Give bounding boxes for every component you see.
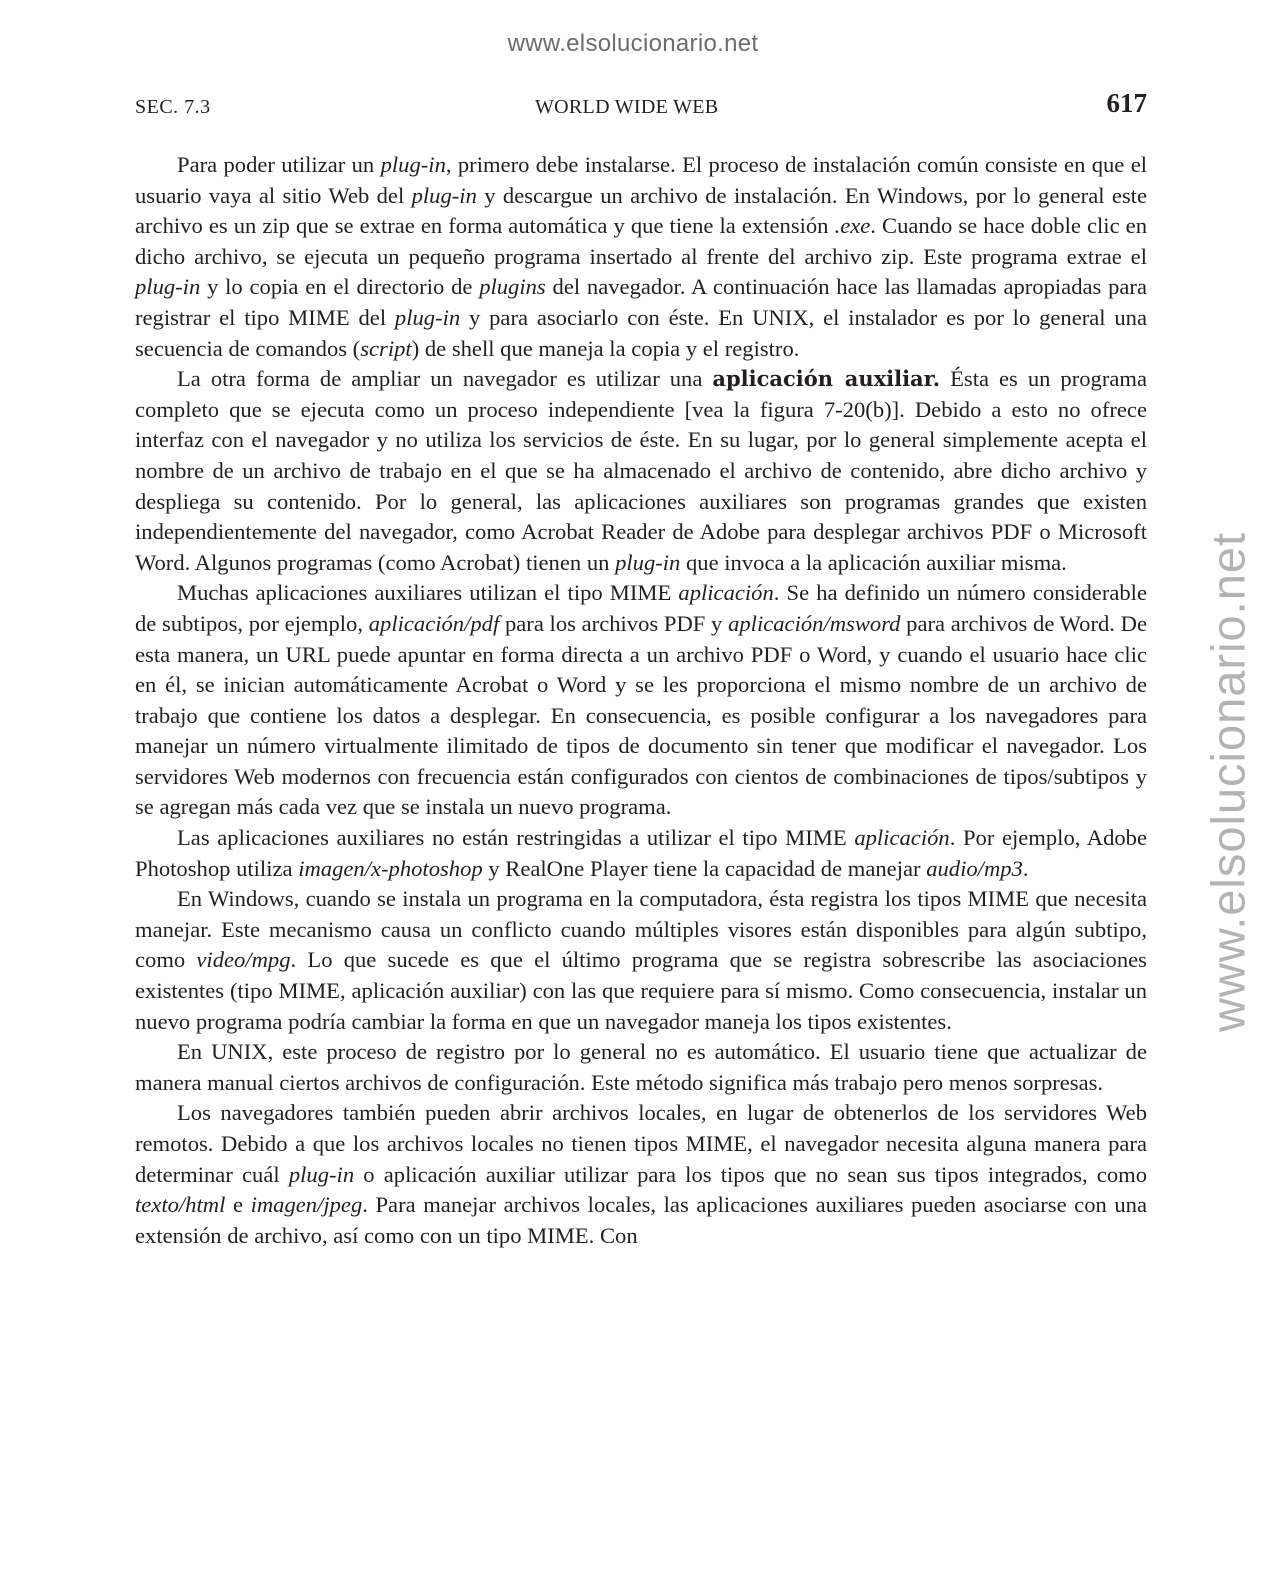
text-run: . Se ha definido un número considerable de subtipos, por ejemplo, [135, 580, 1147, 636]
text-run: o aplicación auxiliar utilizar para los tipos que no sean sus tipos integrados, como [354, 1161, 1147, 1187]
paragraph [135, 884, 1147, 1037]
watermark-side-text: www.elsolucionario.net [1201, 531, 1255, 1033]
italic-term: imagen/jpeg [250, 1192, 363, 1218]
text-run: . Para manejar archivos locales, las aplicaciones auxiliares pueden asociarse con una extensión de archivo, así como con un tipo MIME. Con [135, 1192, 1148, 1248]
paragraph [135, 364, 1147, 578]
paragraph [135, 1037, 1147, 1098]
chapter-title: WORLD WIDE WEB [535, 96, 719, 118]
text-run: Los navegadores también pueden abrir archivos locales, en lugar de obtenerlos de los servidores Web remotos. Debido a que los archivos locales no tienen tipos MIME, el navegador necesita alguna manera para determinar cuál [135, 1100, 1147, 1187]
italic-term: plug-in [394, 304, 461, 330]
watermark-top: www.elsolucionario.net [507, 30, 759, 57]
italic-term: video/mpg [196, 947, 291, 973]
italic-term: audio/mp3 [926, 855, 1023, 881]
running-head [135, 88, 1147, 122]
italic-term: script [360, 335, 412, 361]
paragraph [135, 578, 1147, 823]
italic-term: imagen/x-photoshop [298, 855, 483, 881]
italic-term: aplicación [678, 580, 774, 606]
text-run: para archivos de Word. De esta manera, un URL puede apuntar en forma directa a un archivo PDF o Word, y cuando el usuario hace clic en él, se inician automáticamente Acrobat o Word y se les proporciona el mismo nombre de un archivo de trabajo que contiene los datos a desplegar. En consecuencia, es posible configurar a los navegadores para manejar un número virtualmente ilimitado de tipos de documento sin tener que modificar el navegador. Los servidores Web modernos con frecuencia están configurados con cientos de combinaciones de tipos/subtipos y se agregan más cada vez que se instala un nuevo programa. [135, 610, 1148, 820]
paragraph [135, 1098, 1147, 1251]
italic-term: plugins [479, 274, 546, 300]
text-run: Las aplicaciones auxiliares no están restringidas a utilizar el tipo MIME [177, 825, 855, 851]
text-run: Ésta es un programa completo que se ejecuta como un proceso independiente [vea la figura 7-20(b)]. Debido a esto no ofrece interfaz con el navegador y no utiliza los servicios de éste. En su lugar, por lo general simplemente acepta el nombre de un archivo de trabajo en el que se ha almacenado el archivo de contenido, abre dicho archivo y despliega su contenido. Por lo general, las aplicaciones auxiliares son programas grandes que existen independientemente del navegador, como Acrobat Reader de Adobe para desplegar archivos PDF o Microsoft Word. Algunos programas (como Acrobat) tienen un [135, 366, 1147, 575]
text-run: y RealOne Player tiene la capacidad de manejar [482, 855, 927, 881]
italic-term: plug-in [411, 182, 477, 208]
page-number: 617 [1106, 88, 1147, 118]
body-text [135, 150, 1147, 1251]
paragraph [135, 150, 1147, 364]
paragraph [135, 823, 1147, 884]
text-run: En Windows, cuando se instala un programa en la computadora, ésta registra los tipos MIME que necesita manejar. Este mecanismo causa un conflicto cuando múltiples visores están disponibles para algún subtipo, como [135, 886, 1147, 973]
text-run: y descargue un archivo de instalación. En Windows, por lo general este archivo es un zip que se extrae en forma automática y que tiene la extensión [135, 182, 1147, 239]
italic-term: .exe [834, 213, 871, 239]
italic-term: plug-in [615, 549, 681, 575]
text-run: y lo copia en el directorio de [200, 274, 480, 300]
italic-term: aplicación/msword [728, 610, 901, 636]
text-run: para los archivos PDF y [499, 610, 729, 636]
italic-term: aplicación [854, 825, 950, 851]
bold-term: aplicación auxiliar. [712, 366, 941, 392]
text-run: . Por ejemplo, Adobe Photoshop utiliza [135, 825, 1147, 881]
section-label: SEC. 7.3 [135, 96, 211, 118]
text-run: Muchas aplicaciones auxiliares utilizan el tipo MIME [177, 580, 679, 606]
text-run: y para asociarlo con éste. En UNIX, el instalador es por lo general una secuencia de comandos ( [135, 304, 1147, 361]
italic-term: plug-in [380, 152, 446, 177]
text-run: . [1022, 855, 1029, 881]
text-run: . Cuando se hace doble clic en dicho archivo, se ejecuta un pequeño programa insertado al frente del archivo zip. Este programa extrae el [135, 213, 1147, 269]
text-run: La otra forma de ampliar un navegador es utilizar una [177, 366, 713, 392]
italic-term: plug-in [288, 1161, 355, 1187]
text-run: ) de shell que maneja la copia y el registro. [411, 335, 800, 361]
text-run: Para poder utilizar un [177, 152, 381, 177]
text-run: que invoca a la aplicación auxiliar misma. [680, 549, 1067, 575]
text-run: e [225, 1192, 251, 1218]
text-run: En UNIX, este proceso de registro por lo general no es automático. El usuario tiene que actualizar de manera manual ciertos archivos de configuración. Este método significa más trabajo pero menos sorpresas. [135, 1039, 1147, 1095]
text-run: del navegador. A continuación hace las llamadas apropiadas para registrar el tipo MIME del [135, 274, 1147, 330]
text-run: , primero debe instalarse. El proceso de instalación común consiste en que el usuario vaya al sitio Web del [135, 152, 1147, 208]
italic-term: plug-in [135, 274, 201, 300]
text-run: . Lo que sucede es que el último programa que se registra sobrescribe las asociaciones existentes (tipo MIME, aplicación auxiliar) con las que requiere para sí mismo. Como consecuencia, instalar un nuevo programa podría cambiar la forma en que un navegador maneja los tipos existentes. [135, 947, 1147, 1034]
italic-term: aplicación/pdf [368, 610, 500, 636]
italic-term: texto/html [135, 1192, 226, 1218]
